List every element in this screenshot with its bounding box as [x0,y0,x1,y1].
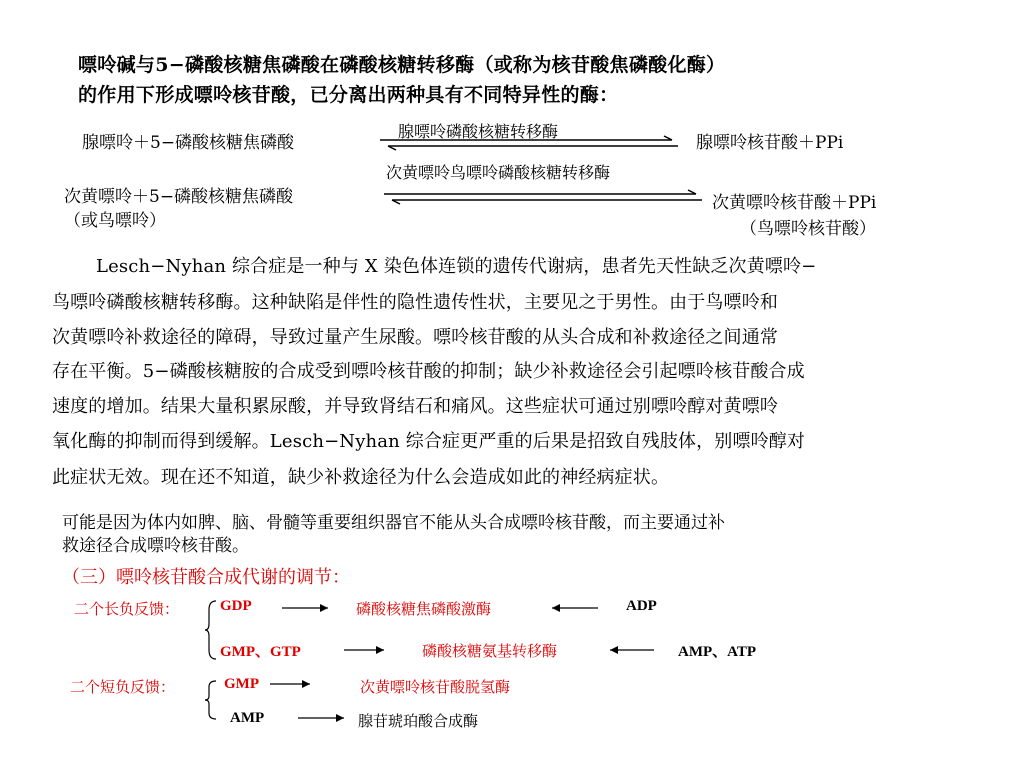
paragraph-line: 氧化酶的抑制而得到缓解。Lesch−Nyhan 综合症更严重的后果是招致自残肢体，别嘌呤醇对 [52,431,806,452]
long-feedback-effector: AMP、ATP [678,644,757,660]
inhibition-arrow [298,712,348,724]
long-feedback-brace [204,600,218,660]
short-feedback-enzyme: 次黄嘌呤核苷酸脱氢酶 [360,680,511,696]
long-feedback-effector: GDP [220,598,252,614]
short-feedback-enzyme: 腺苷琥珀酸合成酶 [358,714,479,730]
regulation-heading: （三）嘌呤核苷酸合成代谢的调节： [62,567,350,587]
inhibition-arrow [548,602,598,614]
reaction-2-substrate-note: （或鸟嘌呤） [64,211,166,231]
reaction-1-enzyme: 腺嘌呤磷酸核糖转移酶 [398,122,559,141]
long-feedback-label: 二个长负反馈： [74,602,180,618]
inhibition-arrow [344,644,394,656]
reaction-2-product: 次黄嘌呤核苷酸＋PPi [712,193,877,213]
note-line: 可能是因为体内如脾、脑、骨髓等重要组织器官不能从头合成嘌呤核苷酸，而主要通过补 [62,513,725,532]
paragraph-line: 次黄嘌呤补救途径的障碍，导致过量产生尿酸。嘌呤核苷酸的从头合成和补救途径之间通常 [52,327,778,348]
note-line: 救途径合成嘌呤核苷酸。 [62,536,249,555]
long-feedback-effector: GMP、GTP [220,644,301,660]
inhibition-arrow [606,644,656,656]
paragraph-line: 鸟嘌呤磷酸核糖转移酶。这种缺陷是伴性的隐性遗传性状，主要见之于男性。由于鸟嘌呤和 [52,292,778,313]
long-feedback-enzyme: 磷酸核糖焦磷酸激酶 [356,602,492,618]
reaction-2-enzyme: 次黄嘌呤鸟嘌呤磷酸核糖转移酶 [386,163,611,182]
reaction-1-substrate: 腺嘌呤＋5−磷酸核糖焦磷酸 [82,133,295,153]
short-feedback-effector: GMP [224,676,259,692]
reaction-1-product: 腺嘌呤核苷酸＋PPi [696,133,844,153]
short-feedback-effector: AMP [230,710,265,726]
long-feedback-enzyme: 磷酸核糖氨基转移酶 [422,644,558,660]
long-feedback-effector: ADP [626,598,657,614]
paragraph-line: 存在平衡。5−磷酸核糖胺的合成受到嘌呤核苷酸的抑制；缺少补救途径会引起嘌呤核苷酸合成 [52,361,805,382]
intro-line-2: 的作用下形成嘌呤核苷酸，已分离出两种具有不同特异性的酶： [78,84,619,106]
reaction-1-equilibrium-arrow [380,136,680,150]
short-feedback-brace [204,680,218,720]
reaction-2-product-note: （鸟嘌呤核苷酸） [740,219,876,239]
inhibition-arrow [270,678,316,690]
short-feedback-label: 二个短负反馈： [70,680,176,696]
inhibition-arrow [282,602,332,614]
paragraph-line: Lesch−Nyhan 综合症是一种与 X 染色体连锁的遗传代谢病，患者先天性缺乏次黄嘌呤− [96,256,817,277]
paragraph-line: 此症状无效。现在还不知道，缺少补救途径为什么会造成如此的神经病症状。 [52,467,670,488]
reaction-2-substrate: 次黄嘌呤＋5−磷酸核糖焦磷酸 [64,187,294,207]
intro-line-1: 嘌呤碱与5−磷酸核糖焦磷酸在磷酸核糖转移酶（或称为核苷酸焦磷酸化酶） [78,54,726,76]
paragraph-line: 速度的增加。结果大量积累尿酸，并导致肾结石和痛风。这些症状可通过别嘌呤醇对黄嘌呤 [52,396,778,417]
reaction-2-equilibrium-arrow [384,190,704,204]
